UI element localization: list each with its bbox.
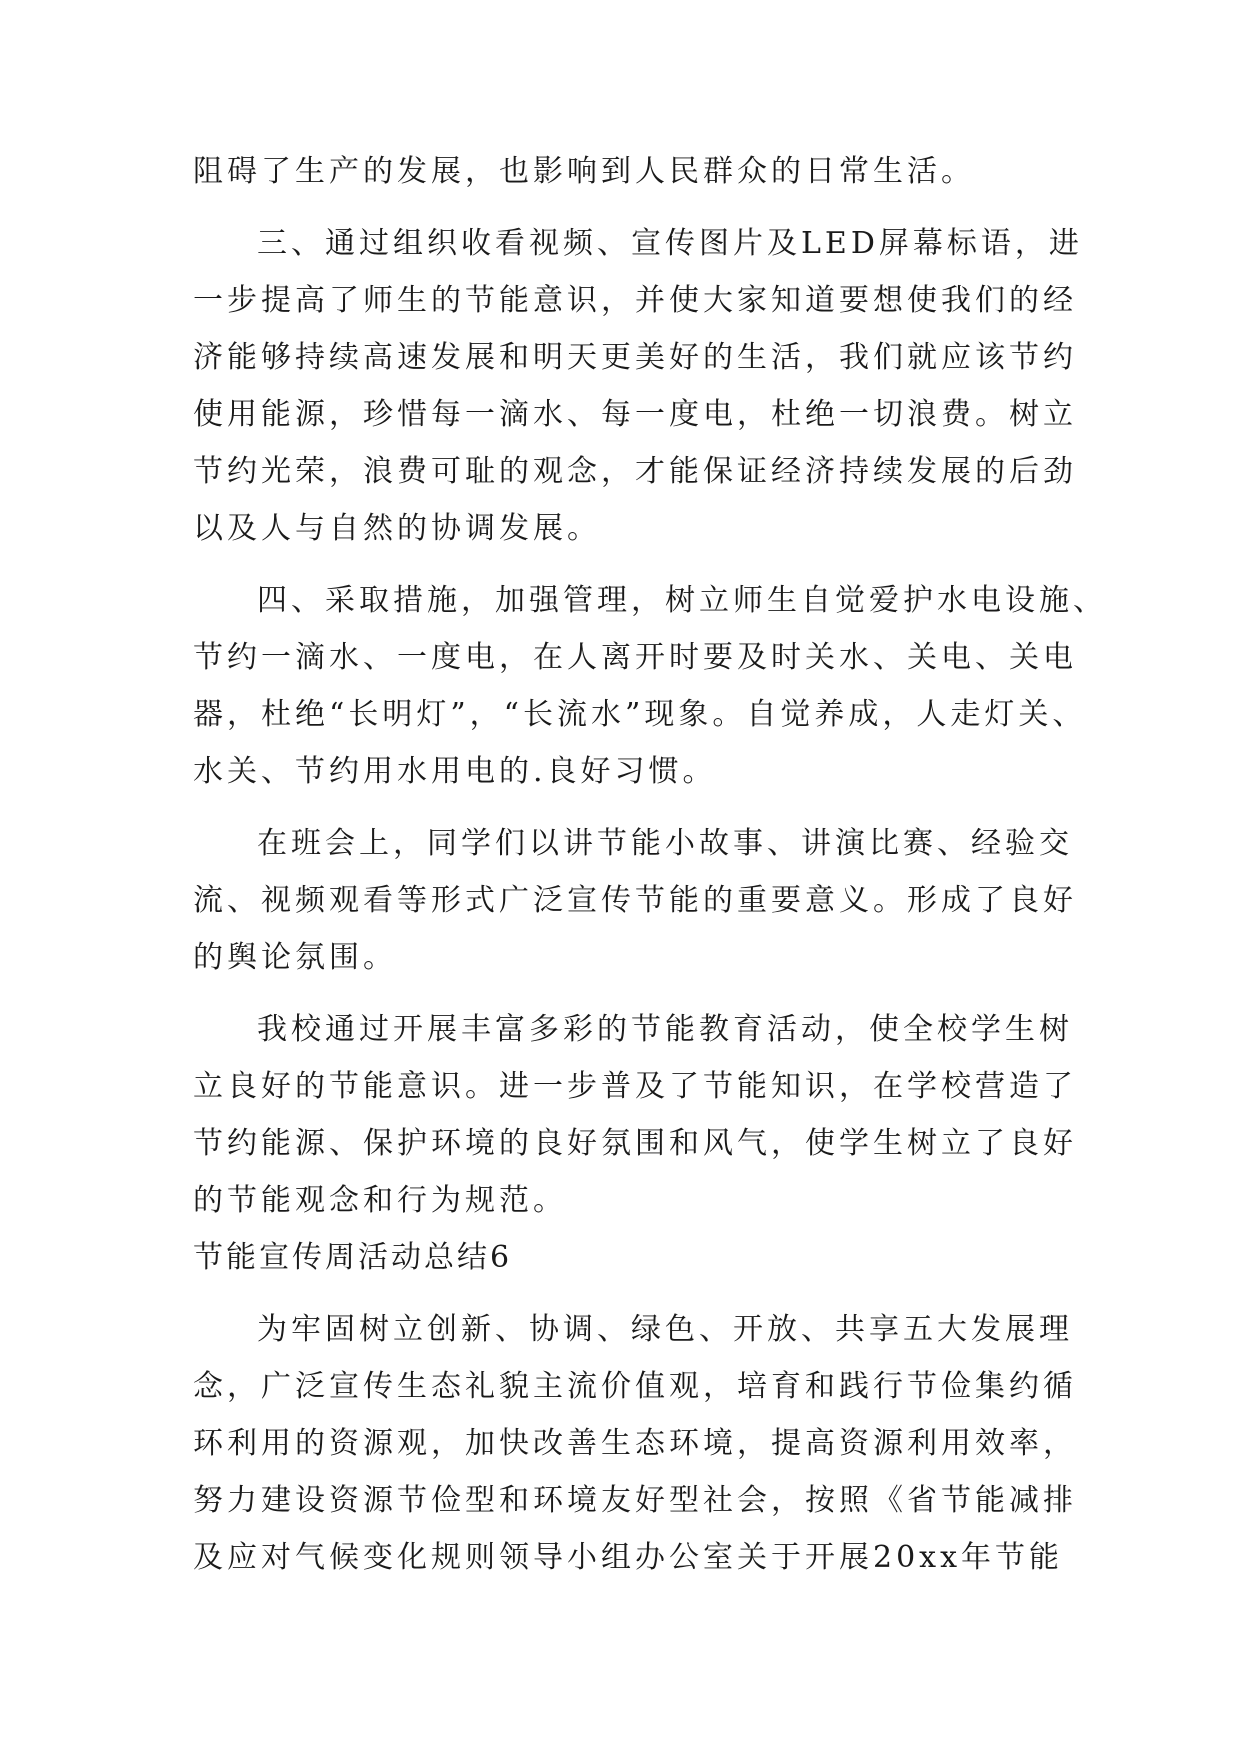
text-line-18: 的节能观念和行为规范。 [193, 1183, 567, 1218]
section-heading: 节能宣传周活动总结6 [193, 1240, 513, 1275]
text-line-16: 立良好的节能意识。进一步普及了节能知识，在学校营造了 [193, 1069, 1077, 1104]
text-line-13: 流、视频观看等形式广泛宣传节能的重要意义。形成了良好 [193, 883, 1077, 918]
text-line-10: 器，杜绝“长明灯”，“长流水”现象。自觉养成，人走灯关、 [193, 697, 1087, 732]
text-line-2: 三、通过组织收看视频、宣传图片及LED屏幕标语，进 [257, 226, 1083, 261]
text-line-21: 念，广泛宣传生态礼貌主流价值观，培育和践行节俭集约循 [193, 1369, 1077, 1404]
text-line-1: 阻碍了生产的发展，也影响到人民群众的日常生活。 [193, 154, 975, 189]
text-line-15: 我校通过开展丰富多彩的节能教育活动，使全校学生树 [257, 1012, 1073, 1047]
text-line-9: 节约一滴水、一度电，在人离开时要及时关水、关电、关电 [193, 640, 1077, 675]
text-line-24: 及应对气候变化规则领导小组办公室关于开展20xx年节能 [193, 1540, 1064, 1575]
text-line-8: 四、采取措施，加强管理，树立师生自觉爱护水电设施、 [257, 583, 1107, 618]
text-line-6: 节约光荣，浪费可耻的观念，才能保证经济持续发展的后劲 [193, 454, 1077, 489]
text-line-12: 在班会上，同学们以讲节能小故事、讲演比赛、经验交 [257, 826, 1073, 861]
text-line-22: 环利用的资源观，加快改善生态环境，提高资源利用效率， [193, 1426, 1077, 1461]
text-line-23: 努力建设资源节俭型和环境友好型社会，按照《省节能减排 [193, 1483, 1077, 1518]
text-line-11: 水关、节约用水用电的.良好习惯。 [193, 754, 717, 789]
text-line-7: 以及人与自然的协调发展。 [193, 511, 601, 546]
text-line-5: 使用能源，珍惜每一滴水、每一度电，杜绝一切浪费。树立 [193, 397, 1077, 432]
text-line-17: 节约能源、保护环境的良好氛围和风气，使学生树立了良好 [193, 1126, 1077, 1161]
text-line-4: 济能够持续高速发展和明天更美好的生活，我们就应该节约 [193, 340, 1077, 375]
text-line-14: 的舆论氛围。 [193, 940, 397, 975]
text-line-3: 一步提高了师生的节能意识，并使大家知道要想使我们的经 [193, 283, 1077, 318]
text-line-20: 为牢固树立创新、协调、绿色、开放、共享五大发展理 [257, 1312, 1073, 1347]
